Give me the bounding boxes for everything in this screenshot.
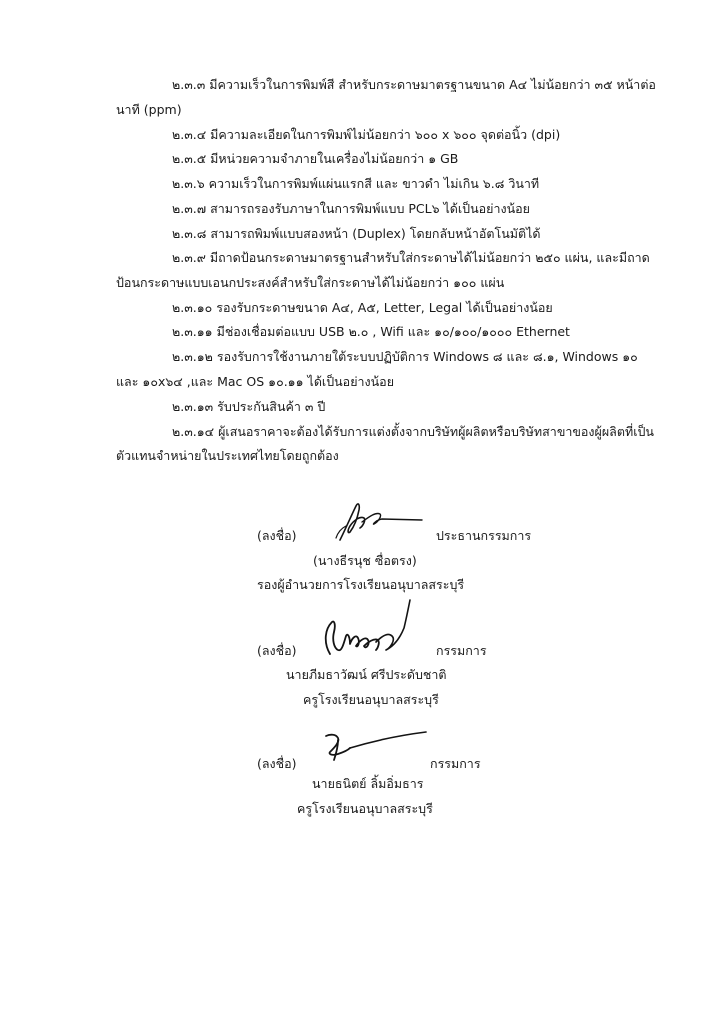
signer-position: รองผู้อำนวยการโรงเรียนอนุบาลสระบุรี — [257, 577, 465, 592]
spec-line-2-3-4: ๒.๓.๔ มีความละเอียดในการพิมพ์ไม่น้อยกว่า ๖๐๐ x ๖๐๐ จุดต่อนิ้ว (dpi) — [172, 127, 561, 142]
signer-position: ครูโรงเรียนอนุบาลสระบุรี — [297, 801, 433, 816]
sign-label: (ลงชื่อ) — [257, 756, 297, 771]
spec-line-2-3-14: ๒.๓.๑๔ ผู้เสนอราคาจะต้องได้รับการแต่งตั้งจากบริษัทผู้ผลิตหรือบริษัทสาขาของผู้ผลิตที่เป็น — [172, 424, 654, 439]
spec-line-2-3-8: ๒.๓.๘ สามารถพิมพ์แบบสองหน้า (Duplex) โดยกลับหน้าอัตโนมัติได้ — [172, 226, 541, 241]
role-chairman: ประธานกรรมการ — [436, 528, 532, 543]
spec-line-2-3-14-cont: ตัวแทนจำหน่ายในประเทศไทยโดยถูกต้อง — [116, 448, 339, 463]
spec-line-2-3-3: ๒.๓.๓ มีความเร็วในการพิมพ์สี สำหรับกระดาษมาตรฐานขนาด A๔ ไม่น้อยกว่า ๓๕ หน้าต่อ — [172, 77, 656, 92]
signer-name: นายภีมธาวัฒน์ ศรีประดับชาติ — [286, 667, 447, 682]
role-member: กรรมการ — [430, 756, 481, 771]
sign-label: (ลงชื่อ) — [257, 528, 297, 543]
spec-line-2-3-9: ๒.๓.๙ มีถาดป้อนกระดาษมาตรฐานสำหรับใส่กระดาษได้ไม่น้อยกว่า ๒๕๐ แผ่น, และมีถาด — [172, 250, 650, 265]
spec-line-2-3-12-cont: และ ๑๐x๖๔ ,และ Mac OS ๑๐.๑๑ ได้เป็นอย่างน้อย — [116, 374, 395, 389]
spec-line-2-3-6: ๒.๓.๖ ความเร็วในการพิมพ์แผ่นแรกสี และ ขาวดำ ไม่เกิน ๖.๘ วินาที — [172, 176, 540, 191]
spec-line-2-3-3-cont: นาที (ppm) — [116, 102, 182, 117]
handwritten-signature-1 — [326, 498, 426, 544]
spec-line-2-3-5: ๒.๓.๕ มีหน่วยความจำภายในเครื่องไม่น้อยกว่า ๑ GB — [172, 151, 459, 166]
role-member: กรรมการ — [436, 643, 487, 658]
spec-line-2-3-13: ๒.๓.๑๓ รับประกันสินค้า ๓ ปี — [172, 399, 326, 414]
spec-line-2-3-12: ๒.๓.๑๒ รองรับการใช้งานภายใต้ระบบปฏิบัติการ Windows ๘ และ ๘.๑, Windows ๑๐ — [172, 349, 638, 364]
handwritten-signature-2 — [316, 592, 416, 662]
spec-line-2-3-11: ๒.๓.๑๑ มีช่องเชื่อมต่อแบบ USB ๒.๐ , Wifi และ ๑๐/๑๐๐/๑๐๐๐ Ethernet — [172, 324, 570, 339]
sign-label: (ลงชื่อ) — [257, 643, 297, 658]
spec-line-2-3-9-cont: ป้อนกระดาษแบบเอนกประสงค์สำหรับใส่กระดาษได้ไม่น้อยกว่า ๑๐๐ แผ่น — [116, 275, 505, 290]
signer-name: (นางธีรนุช ซื่อตรง) — [313, 553, 417, 568]
signer-name: นายธนิตย์ ลิ้มอิ่มธาร — [312, 776, 424, 791]
signer-position: ครูโรงเรียนอนุบาลสระบุรี — [303, 692, 439, 707]
spec-line-2-3-7: ๒.๓.๗ สามารถรองรับภาษาในการพิมพ์แบบ PCL๖ ได้เป็นอย่างน้อย — [172, 201, 530, 216]
spec-line-2-3-10: ๒.๓.๑๐ รองรับกระดาษขนาด A๔, A๕, Letter, Legal ได้เป็นอย่างน้อย — [172, 300, 553, 315]
handwritten-signature-3 — [320, 726, 430, 766]
